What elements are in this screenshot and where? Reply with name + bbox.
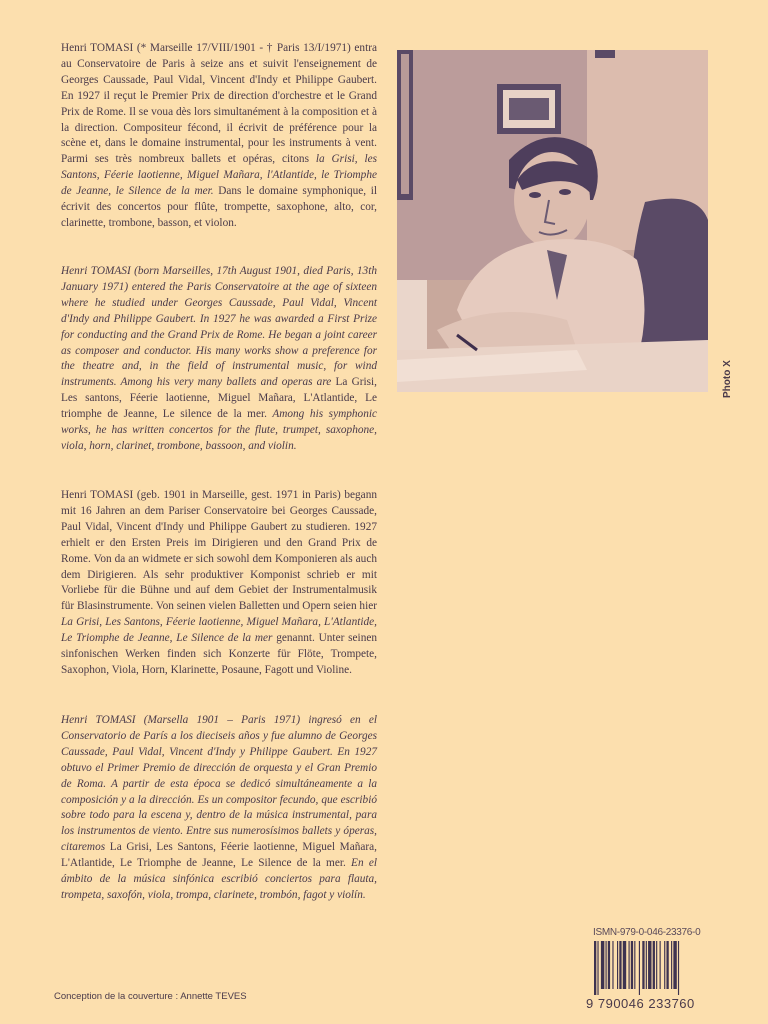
- barcode-bar: [673, 941, 676, 989]
- spanish-text-1: Henri TOMASI (Marsella 1901 – Paris 1971) ingresó en el Conservatorio de París a los dieciseis años y fue alumno de Georges Caussade, Paul Vidal, Vincent d'Indy y Philippe Gaubert. En 1927 obtuvo el Primer Premio de dirección de orquesta y el Gran Premio de Roma. A partir de esta época se dedicó simultáneamente a la composición y a la dirección. Es un compositor fecundo, que escribió sobre todo para la escena y, dentro de la música instrumental, para los instrumentos de viento. Entre sus numerosísimos ballets y óperas, citaremos: [61, 714, 377, 854]
- barcode-bar: [664, 941, 665, 989]
- photo-credit: Photo X: [722, 360, 733, 398]
- barcode: [593, 941, 708, 995]
- barcode-lead-digit: 9: [586, 996, 594, 1011]
- portrait-illustration: [397, 50, 708, 392]
- biography-english: [61, 264, 377, 455]
- barcode-bar: [619, 941, 621, 989]
- barcode-bar: [642, 941, 644, 989]
- english-text-2: Among his symphonic works, he has written concertos for the flute, trumpet, saxophone, viola, horn, clarinet, trombone, bassoon, and violin.: [61, 408, 377, 452]
- barcode-bar: [639, 941, 640, 995]
- spanish-text-2: En el ámbito de la música sinfónica escribió conciertos para flauta, trompeta, saxofón, viola, trompa, clarinete, trombón, fagot y violín.: [61, 857, 377, 901]
- barcode-bar: [631, 941, 633, 989]
- barcode-bar: [623, 941, 626, 989]
- barcode-bar: [597, 941, 598, 995]
- barcode-bars: [593, 941, 708, 995]
- barcode-bar: [671, 941, 672, 989]
- composer-portrait-photo: [397, 50, 708, 392]
- german-works-list: La Grisi, Les Santons, Féerie laotienne, Miguel Mañara, L'Atlantide, Le Triomphe de Jeanne, Le Silence de la mer: [61, 616, 377, 645]
- barcode-bar: [653, 941, 655, 989]
- barcode-bar: [648, 941, 651, 989]
- french-works-list: la Grisi, les Santons, Féerie laotienne, Miguel Mañara, l'Atlantide, le Triomphe de Jeanne, le Silence de la mer.: [61, 153, 377, 198]
- barcode-bar: [646, 941, 647, 989]
- barcode-bar: [612, 941, 613, 989]
- barcode-group-2: 233760: [648, 996, 695, 1011]
- ismn-label: ISMN-979-0-046-23376-0: [593, 927, 701, 938]
- barcode-bar: [594, 941, 596, 995]
- barcode-digits: [586, 996, 695, 1011]
- cover-design-credit: Conception de la couverture : Annette TEVES: [54, 991, 247, 1002]
- french-text-1: Henri TOMASI (* Marseille 17/VIII/1901 - † Paris 13/I/1971) entra au Conservatoire de Paris à seize ans et suivit l'enseignement de Georges Caussade, Paul Vidal, Vincent d'Indy et Philippe Gaubert. En 1927 il reçut le Premier Prix de direction d'orchestre et le Grand Prix de Rome. Il se voua dès lors simultanément à la composition et à la direction. Compositeur fécond, il écrivit de préférence pour la scène et, dans le domaine instrumental, pour les instruments à vent. Parmi ses très nombreux ballets et opéras, citons: [61, 42, 377, 166]
- barcode-bar: [634, 941, 635, 989]
- biography-german: [61, 488, 377, 679]
- biography-french: [61, 41, 377, 232]
- biography-spanish: [61, 713, 377, 904]
- barcode-group-1: 790046: [597, 996, 645, 1011]
- german-text-2: genannt. Unter seinen sinfonischen Werken finden sich Konzerte für Flöte, Trompete, Saxophon, Viola, Horn, Klarinette, Posaune, Fagott und Violine.: [61, 632, 378, 676]
- english-text-1: Henri TOMASI (born Marseilles, 17th August 1901, died Paris, 13th January 1971) entered the Paris Conservatoire at the age of sixteen where he studied under Georges Caussade, Paul Vidal, Vincent d'Indy and Philippe Gaubert. In 1927 he was awarded a First Prize for conducting and the Grand Prix de Rome. He began a joint career as composer and conductor. His many works show a preference for the theatre and, in the field of instrumental music, for wind instruments. Among his very many ballets and operas are: [61, 265, 377, 389]
- french-text-2: Dans le domaine symphonique, il écrivit des concertos pour flûte, trompette, saxophone, alto, cor, clarinette, trombone, basson, et violon.: [61, 185, 377, 229]
- german-text-1: Henri TOMASI (geb. 1901 in Marseille, gest. 1971 in Paris) begann mit 16 Jahren an dem Pariser Conservatoire bei Georges Caussade, Paul Vidal, Vincent d'Indy und Philippe Gaubert zu studieren. 1927 erhielt er den Ersten Preis im Dirigieren und den Grand Prix de Rome. Von da an widmete er sich sowohl dem Komponieren als auch dem Dirigieren. Als sehr produktiver Komponist schrieb er mit Vorliebe für die Bühne und auf dem Gebiet der Instrumentalmusik für Blasinstrumente. Von seinen vielen Balletten und Opern seien hier: [61, 489, 377, 613]
- barcode-bar: [660, 941, 661, 989]
- spanish-works-list: La Grisi, Les Santons, Féerie laotienne, Miguel Mañara, L'Atlantide, Le Triomphe de Jeanne, Le Silence de la mer.: [61, 841, 377, 870]
- barcode-bar: [608, 941, 610, 989]
- english-works-list: La Grisi, Les santons, Féerie laotienne, Miguel Mañara, L'Atlantide, Le triomphe de Jeanne, Le silence de la mer.: [61, 376, 377, 421]
- barcode-bar: [629, 941, 630, 989]
- barcode-bar: [601, 941, 604, 989]
- barcode-bar: [678, 941, 679, 995]
- barcode-bar: [656, 941, 657, 989]
- barcode-bar: [606, 941, 607, 989]
- barcode-bar: [666, 941, 668, 989]
- barcode-bar: [617, 941, 618, 989]
